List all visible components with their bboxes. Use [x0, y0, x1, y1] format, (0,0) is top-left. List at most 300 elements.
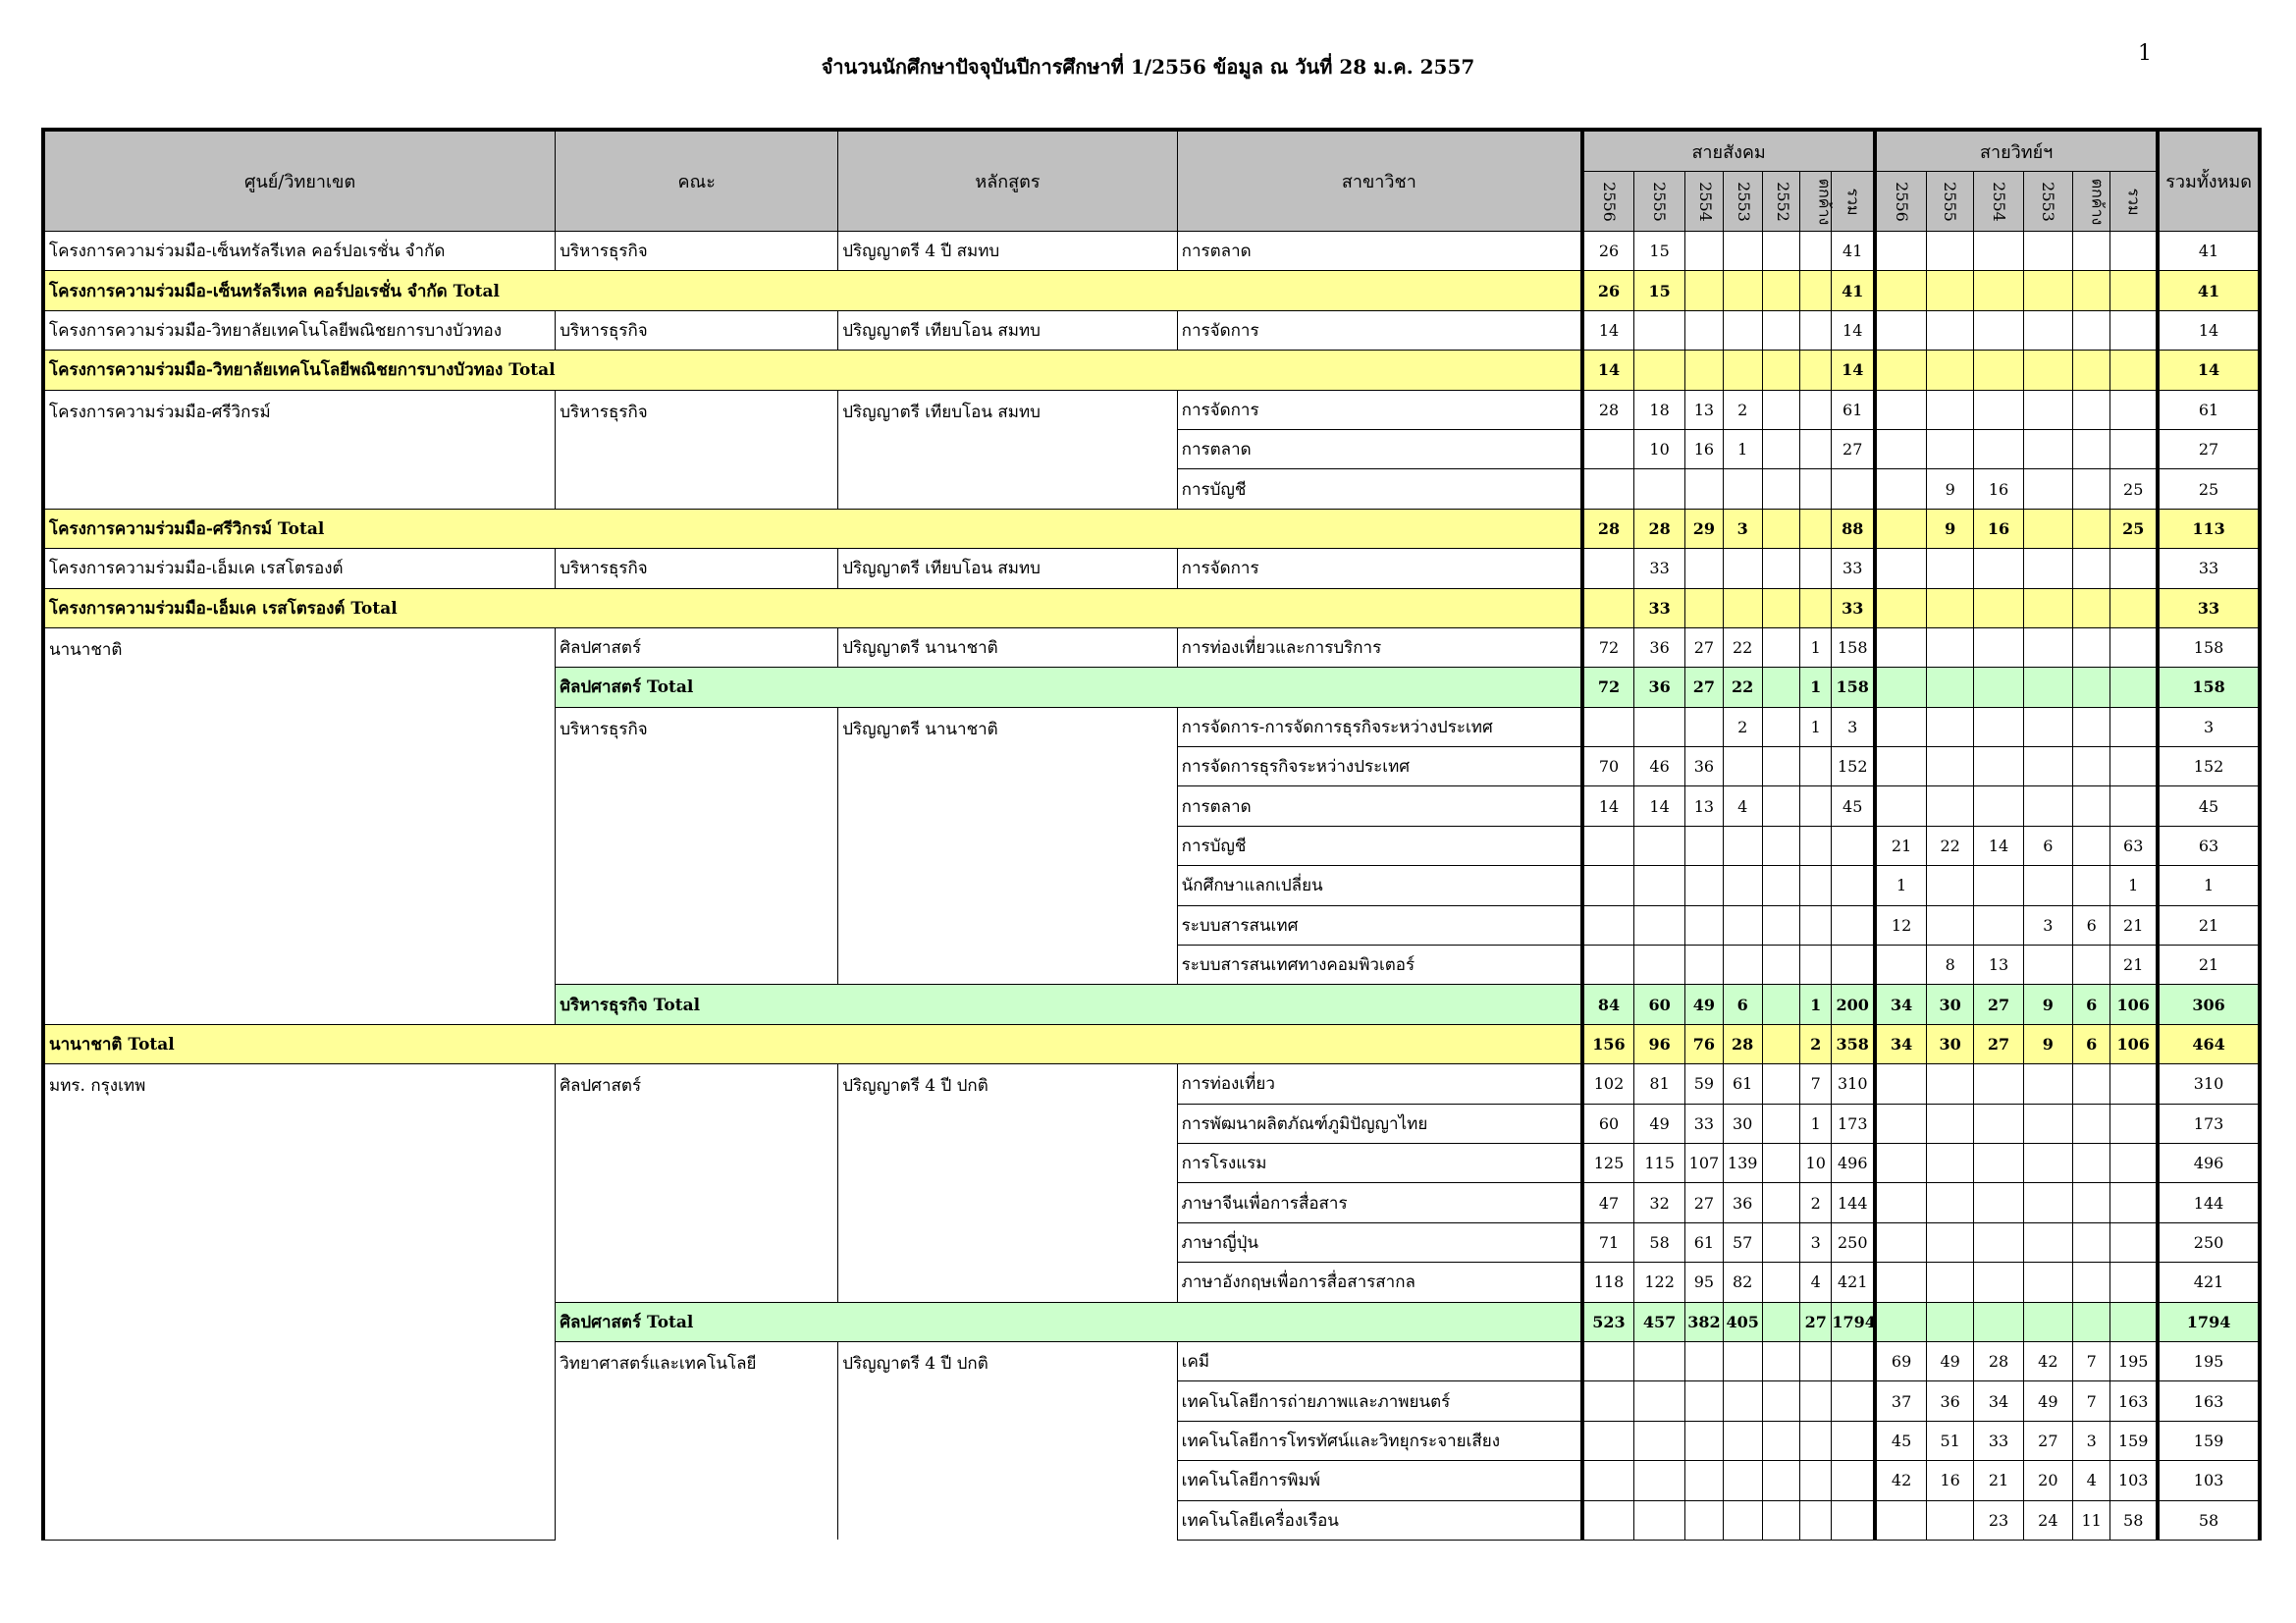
grand-total-cell: 21: [2158, 946, 2260, 985]
social-count-cell: 28: [1633, 509, 1684, 548]
science-count-cell: [2023, 1263, 2072, 1302]
social-count-cell: [1685, 469, 1723, 509]
science-count-cell: [2073, 588, 2110, 627]
science-count-cell: [1875, 271, 1926, 310]
science-count-cell: [2023, 1183, 2072, 1222]
grand-total-cell: 14: [2158, 310, 2260, 350]
page-title: จำนวนนักศึกษาปัจจุบันปีการศึกษาที่ 1/2556 ข้อมูล ณ วันที่ 28 ม.ค. 2557: [821, 55, 1475, 79]
major-cell: การท่องเที่ยวและการบริการ: [1177, 627, 1582, 667]
social-count-cell: 200: [1832, 985, 1875, 1024]
social-count-cell: [1633, 469, 1684, 509]
social-count-cell: [1762, 946, 1799, 985]
science-count-cell: [1974, 1143, 2023, 1182]
major-cell: เทคโนโลยีการโทรทัศน์และวิทยุกระจายเสียง: [1177, 1421, 1582, 1460]
social-count-cell: 14: [1832, 351, 1875, 390]
col-header-science-sum: รวม: [2110, 172, 2158, 232]
social-count-cell: 71: [1582, 1222, 1633, 1262]
social-count-cell: [1800, 826, 1832, 865]
social-count-cell: 60: [1633, 985, 1684, 1024]
science-count-cell: 11: [2073, 1500, 2110, 1540]
science-count-cell: 49: [2023, 1381, 2072, 1421]
science-count-cell: [2023, 509, 2072, 548]
science-count-cell: [2110, 1302, 2158, 1341]
major-cell: การโรงแรม: [1177, 1143, 1582, 1182]
social-count-cell: 72: [1582, 627, 1633, 667]
science-count-cell: [2023, 627, 2072, 667]
science-count-cell: 27: [1974, 985, 2023, 1024]
science-count-cell: [1927, 1263, 1974, 1302]
social-count-cell: [1800, 747, 1832, 786]
science-count-cell: [2110, 351, 2158, 390]
faculty-cell: บริหารธุรกิจ: [556, 310, 838, 350]
social-count-cell: [1800, 469, 1832, 509]
social-count-cell: 10: [1633, 429, 1684, 468]
science-count-cell: 6: [2073, 1024, 2110, 1063]
social-count-cell: [1832, 1381, 1875, 1421]
grand-total-cell: 63: [2158, 826, 2260, 865]
social-count-cell: [1832, 905, 1875, 945]
science-count-cell: [1875, 390, 1926, 429]
major-cell: ระบบสารสนเทศทางคอมพิวเตอร์: [1177, 946, 1582, 985]
social-count-cell: 14: [1582, 310, 1633, 350]
social-count-cell: [1762, 549, 1799, 588]
science-count-cell: [1927, 1143, 1974, 1182]
social-count-cell: 36: [1685, 747, 1723, 786]
social-count-cell: [1762, 1302, 1799, 1341]
social-count-cell: [1723, 1421, 1762, 1460]
table-row: [43, 1064, 2260, 1104]
social-count-cell: 15: [1633, 232, 1684, 271]
science-count-cell: [2073, 1104, 2110, 1143]
science-count-cell: 27: [1974, 1024, 2023, 1063]
social-count-cell: [1685, 1421, 1723, 1460]
social-count-cell: 18: [1633, 390, 1684, 429]
major-cell: การตลาด: [1177, 786, 1582, 826]
social-count-cell: [1685, 1461, 1723, 1500]
science-count-cell: 22: [1927, 826, 1974, 865]
social-count-cell: 14: [1582, 351, 1633, 390]
grand-total-cell: 152: [2158, 747, 2260, 786]
social-count-cell: [1762, 1104, 1799, 1143]
social-count-cell: [1762, 1024, 1799, 1063]
social-count-cell: [1800, 905, 1832, 945]
science-count-cell: 3: [2023, 905, 2072, 945]
science-count-cell: [1927, 1064, 1974, 1104]
science-count-cell: 1: [1875, 866, 1926, 905]
col-header-social-pending: ตกค้าง: [1800, 172, 1832, 232]
social-count-cell: 49: [1633, 1104, 1684, 1143]
science-count-cell: [2073, 627, 2110, 667]
science-count-cell: 195: [2110, 1341, 2158, 1380]
social-count-cell: [1762, 866, 1799, 905]
science-count-cell: 21: [1974, 1461, 2023, 1500]
social-count-cell: 36: [1633, 627, 1684, 667]
social-count-cell: 29: [1685, 509, 1723, 548]
social-count-cell: [1800, 509, 1832, 548]
social-count-cell: 81: [1633, 1064, 1684, 1104]
science-count-cell: [1875, 1302, 1926, 1341]
science-count-cell: [2110, 668, 2158, 707]
science-count-cell: 24: [2023, 1500, 2072, 1540]
grand-total-cell: 163: [2158, 1381, 2260, 1421]
grand-total-cell: 306: [2158, 985, 2260, 1024]
social-count-cell: [1723, 232, 1762, 271]
social-count-cell: [1685, 351, 1723, 390]
program-cell: ปริญญาตรี 4 ปี ปกติ: [838, 1064, 1177, 1302]
science-count-cell: 6: [2073, 985, 2110, 1024]
program-cell: ปริญญาตรี 4 ปี สมทบ: [838, 232, 1177, 271]
science-count-cell: [2110, 707, 2158, 746]
social-count-cell: [1800, 866, 1832, 905]
social-count-cell: [1582, 946, 1633, 985]
social-count-cell: [1800, 1421, 1832, 1460]
science-count-cell: 37: [1875, 1381, 1926, 1421]
social-count-cell: 58: [1633, 1222, 1684, 1262]
science-count-cell: [2023, 429, 2072, 468]
science-count-cell: [2110, 1064, 2158, 1104]
center-cell: โครงการความร่วมมือ-เอ็มเค เรสโตรองต์: [43, 549, 556, 588]
science-count-cell: [1974, 707, 2023, 746]
grand-total-cell: 3: [2158, 707, 2260, 746]
social-count-cell: [1800, 588, 1832, 627]
social-count-cell: 76: [1685, 1024, 1723, 1063]
science-count-cell: 45: [1875, 1421, 1926, 1460]
grand-total-cell: 158: [2158, 668, 2260, 707]
science-count-cell: [1875, 1064, 1926, 1104]
science-count-cell: [2110, 390, 2158, 429]
science-count-cell: [1927, 905, 1974, 945]
social-count-cell: 36: [1723, 1183, 1762, 1222]
grand-total-cell: 113: [2158, 509, 2260, 548]
social-count-cell: 1794: [1832, 1302, 1875, 1341]
science-count-cell: [2023, 271, 2072, 310]
social-count-cell: [1582, 1421, 1633, 1460]
science-count-cell: [1974, 588, 2023, 627]
major-cell: เทคโนโลยีการถ่ายภาพและภาพยนตร์: [1177, 1381, 1582, 1421]
social-count-cell: 61: [1685, 1222, 1723, 1262]
faculty-cell: บริหารธุรกิจ: [556, 390, 838, 509]
science-count-cell: [2110, 1263, 2158, 1302]
faculty-cell: บริหารธุรกิจ: [556, 549, 838, 588]
social-count-cell: 382: [1685, 1302, 1723, 1341]
science-count-cell: [1927, 390, 1974, 429]
social-count-cell: [1685, 232, 1723, 271]
grand-total-cell: 159: [2158, 1421, 2260, 1460]
science-count-cell: [1927, 588, 1974, 627]
social-count-cell: 156: [1582, 1024, 1633, 1063]
social-count-cell: 14: [1582, 786, 1633, 826]
social-count-cell: 496: [1832, 1143, 1875, 1182]
social-count-cell: [1723, 271, 1762, 310]
social-count-cell: [1832, 1341, 1875, 1380]
major-cell: ระบบสารสนเทศ: [1177, 905, 1582, 945]
science-count-cell: [2023, 1064, 2072, 1104]
science-count-cell: [2073, 1143, 2110, 1182]
major-cell: การจัดการ: [1177, 549, 1582, 588]
science-count-cell: 16: [1974, 509, 2023, 548]
social-count-cell: 107: [1685, 1143, 1723, 1182]
social-count-cell: 173: [1832, 1104, 1875, 1143]
social-count-cell: [1800, 946, 1832, 985]
science-count-cell: 163: [2110, 1381, 2158, 1421]
social-count-cell: 57: [1723, 1222, 1762, 1262]
grand-total-cell: 310: [2158, 1064, 2260, 1104]
social-count-cell: [1832, 946, 1875, 985]
science-count-cell: 25: [2110, 469, 2158, 509]
social-count-cell: [1800, 429, 1832, 468]
grand-total-cell: 1794: [2158, 1302, 2260, 1341]
social-count-cell: [1762, 786, 1799, 826]
science-count-cell: [2023, 1143, 2072, 1182]
social-count-cell: 22: [1723, 668, 1762, 707]
science-count-cell: 20: [2023, 1461, 2072, 1500]
science-count-cell: [1875, 627, 1926, 667]
social-count-cell: [1832, 1500, 1875, 1540]
science-count-cell: 36: [1927, 1381, 1974, 1421]
major-cell: การบัญชี: [1177, 826, 1582, 865]
social-count-cell: 88: [1832, 509, 1875, 548]
social-count-cell: [1800, 1461, 1832, 1500]
science-count-cell: [2110, 549, 2158, 588]
program-cell: ปริญญาตรี เทียบโอน สมทบ: [838, 549, 1177, 588]
science-count-cell: 8: [1927, 946, 1974, 985]
science-count-cell: [1927, 1183, 1974, 1222]
major-cell: การจัดการ: [1177, 310, 1582, 350]
science-count-cell: [1875, 232, 1926, 271]
science-count-cell: 9: [1927, 509, 1974, 548]
social-count-cell: 125: [1582, 1143, 1633, 1182]
grand-total-cell: 61: [2158, 390, 2260, 429]
social-count-cell: 421: [1832, 1263, 1875, 1302]
science-count-cell: 34: [1974, 1381, 2023, 1421]
social-count-cell: 45: [1832, 786, 1875, 826]
science-count-cell: 6: [2073, 905, 2110, 945]
social-count-cell: 1: [1723, 429, 1762, 468]
social-count-cell: 358: [1832, 1024, 1875, 1063]
social-count-cell: [1762, 271, 1799, 310]
social-count-cell: 33: [1685, 1104, 1723, 1143]
science-count-cell: [2073, 351, 2110, 390]
science-count-cell: [1974, 747, 2023, 786]
social-count-cell: 152: [1832, 747, 1875, 786]
science-count-cell: [1875, 1143, 1926, 1182]
col-header-science-2554: 2554: [1974, 172, 2023, 232]
major-cell: ภาษาญี่ปุ่น: [1177, 1222, 1582, 1262]
science-count-cell: [2073, 866, 2110, 905]
science-count-cell: 49: [1927, 1341, 1974, 1380]
social-count-cell: 6: [1723, 985, 1762, 1024]
social-count-cell: 27: [1832, 429, 1875, 468]
social-count-cell: 46: [1633, 747, 1684, 786]
center-cell: นานาชาติ: [43, 627, 556, 1024]
social-count-cell: [1762, 1263, 1799, 1302]
science-count-cell: 16: [1974, 469, 2023, 509]
science-count-cell: [1927, 429, 1974, 468]
science-count-cell: [2110, 1183, 2158, 1222]
science-count-cell: [2110, 627, 2158, 667]
total-label: ศิลปศาสตร์ Total: [556, 1302, 1582, 1341]
science-count-cell: [2023, 549, 2072, 588]
social-count-cell: [1633, 707, 1684, 746]
col-header-social-2555: 2555: [1633, 172, 1684, 232]
science-count-cell: [1974, 668, 2023, 707]
major-cell: การตลาด: [1177, 232, 1582, 271]
social-count-cell: 144: [1832, 1183, 1875, 1222]
social-count-cell: 2: [1800, 1024, 1832, 1063]
science-count-cell: [2110, 1104, 2158, 1143]
social-count-cell: [1685, 271, 1723, 310]
grand-total-cell: 41: [2158, 271, 2260, 310]
social-count-cell: 36: [1633, 668, 1684, 707]
social-count-cell: 2: [1723, 390, 1762, 429]
science-count-cell: 42: [1875, 1461, 1926, 1500]
science-count-cell: [2023, 1222, 2072, 1262]
science-count-cell: [2110, 786, 2158, 826]
science-count-cell: 14: [1974, 826, 2023, 865]
science-count-cell: 6: [2023, 826, 2072, 865]
social-count-cell: 139: [1723, 1143, 1762, 1182]
col-header-science-2553: 2553: [2023, 172, 2072, 232]
science-count-cell: [2073, 826, 2110, 865]
social-count-cell: [1685, 588, 1723, 627]
social-count-cell: 30: [1723, 1104, 1762, 1143]
social-count-cell: [1633, 1461, 1684, 1500]
science-count-cell: [1927, 549, 1974, 588]
science-count-cell: [1974, 1064, 2023, 1104]
science-count-cell: [1927, 1500, 1974, 1540]
social-count-cell: 4: [1800, 1263, 1832, 1302]
science-count-cell: [2023, 1302, 2072, 1341]
science-count-cell: 9: [1927, 469, 1974, 509]
social-count-cell: 47: [1582, 1183, 1633, 1222]
table-row: [43, 390, 2260, 429]
grand-total-cell: 58: [2158, 1500, 2260, 1540]
social-count-cell: [1762, 1500, 1799, 1540]
social-count-cell: 26: [1582, 232, 1633, 271]
center-cell: โครงการความร่วมมือ-วิทยาลัยเทคโนโลยีพณิชยการบางบัวทอง: [43, 310, 556, 350]
grand-total-cell: 33: [2158, 588, 2260, 627]
grand-total-cell: 25: [2158, 469, 2260, 509]
social-count-cell: [1685, 707, 1723, 746]
social-count-cell: 2: [1800, 1183, 1832, 1222]
col-header-major: สาขาวิชา: [1177, 130, 1582, 232]
science-count-cell: [2073, 310, 2110, 350]
science-count-cell: [1927, 668, 1974, 707]
social-count-cell: [1723, 747, 1762, 786]
social-count-cell: [1633, 826, 1684, 865]
science-count-cell: [1875, 310, 1926, 350]
science-count-cell: 16: [1927, 1461, 1974, 1500]
science-count-cell: [1974, 866, 2023, 905]
social-count-cell: [1582, 549, 1633, 588]
social-count-cell: 60: [1582, 1104, 1633, 1143]
table-row: [43, 549, 2260, 588]
social-count-cell: [1800, 390, 1832, 429]
social-count-cell: [1582, 1461, 1633, 1500]
col-header-social-sum: รวม: [1832, 172, 1875, 232]
social-count-cell: [1723, 1461, 1762, 1500]
social-count-cell: [1762, 985, 1799, 1024]
science-count-cell: [2023, 310, 2072, 350]
major-cell: เทคโนโลยีเครื่องเรือน: [1177, 1500, 1582, 1540]
science-count-cell: 9: [2023, 985, 2072, 1024]
science-count-cell: [2073, 1263, 2110, 1302]
science-count-cell: [1927, 786, 1974, 826]
social-count-cell: [1633, 1500, 1684, 1540]
col-header-science-pending: ตกค้าง: [2073, 172, 2110, 232]
social-count-cell: 7: [1800, 1064, 1832, 1104]
grand-total-cell: 496: [2158, 1143, 2260, 1182]
social-count-cell: [1762, 429, 1799, 468]
social-count-cell: [1762, 668, 1799, 707]
science-count-cell: [2073, 1064, 2110, 1104]
science-count-cell: 1: [2110, 866, 2158, 905]
major-cell: ภาษาจีนเพื่อการสื่อสาร: [1177, 1183, 1582, 1222]
science-count-cell: [1875, 707, 1926, 746]
science-count-cell: 21: [2110, 905, 2158, 945]
social-count-cell: 27: [1685, 627, 1723, 667]
grand-total-cell: 45: [2158, 786, 2260, 826]
social-count-cell: [1723, 549, 1762, 588]
col-header-science-2555: 2555: [1927, 172, 1974, 232]
science-count-cell: [1927, 627, 1974, 667]
center-total-row: [43, 1024, 2260, 1063]
science-count-cell: [1974, 1104, 2023, 1143]
science-count-cell: [2073, 707, 2110, 746]
social-count-cell: [1762, 747, 1799, 786]
science-count-cell: [2073, 232, 2110, 271]
grand-total-cell: 41: [2158, 232, 2260, 271]
science-count-cell: [1927, 232, 1974, 271]
social-count-cell: 523: [1582, 1302, 1633, 1341]
faculty-cell: วิทยาศาสตร์และเทคโนโลยี: [556, 1341, 838, 1540]
science-count-cell: [1974, 549, 2023, 588]
social-count-cell: [1723, 946, 1762, 985]
social-count-cell: 27: [1800, 1302, 1832, 1341]
science-count-cell: [1974, 232, 2023, 271]
social-count-cell: [1633, 310, 1684, 350]
col-header-social-group: สายสังคม: [1582, 130, 1875, 172]
social-count-cell: [1582, 429, 1633, 468]
science-count-cell: [2023, 946, 2072, 985]
science-count-cell: [1974, 271, 2023, 310]
social-count-cell: 72: [1582, 668, 1633, 707]
science-count-cell: [2023, 786, 2072, 826]
social-count-cell: 28: [1582, 390, 1633, 429]
total-label: โครงการความร่วมมือ-ศรีวิกรม์ Total: [43, 509, 1582, 548]
social-count-cell: 1: [1800, 668, 1832, 707]
faculty-cell: ศิลปศาสตร์: [556, 1064, 838, 1302]
social-count-cell: [1582, 905, 1633, 945]
major-cell: การจัดการ-การจัดการธุรกิจระหว่างประเทศ: [1177, 707, 1582, 746]
social-count-cell: [1762, 390, 1799, 429]
social-count-cell: 13: [1685, 786, 1723, 826]
social-count-cell: [1762, 1461, 1799, 1500]
social-count-cell: [1582, 707, 1633, 746]
major-cell: การท่องเที่ยว: [1177, 1064, 1582, 1104]
major-cell: การตลาด: [1177, 429, 1582, 468]
social-count-cell: 14: [1832, 310, 1875, 350]
science-count-cell: [2073, 390, 2110, 429]
social-count-cell: 158: [1832, 627, 1875, 667]
col-header-science-group: สายวิทย์ฯ: [1875, 130, 2158, 172]
science-count-cell: [1927, 747, 1974, 786]
major-cell: เคมี: [1177, 1341, 1582, 1380]
science-count-cell: [1974, 786, 2023, 826]
grand-total-cell: 27: [2158, 429, 2260, 468]
science-count-cell: [2023, 351, 2072, 390]
science-count-cell: [1974, 310, 2023, 350]
